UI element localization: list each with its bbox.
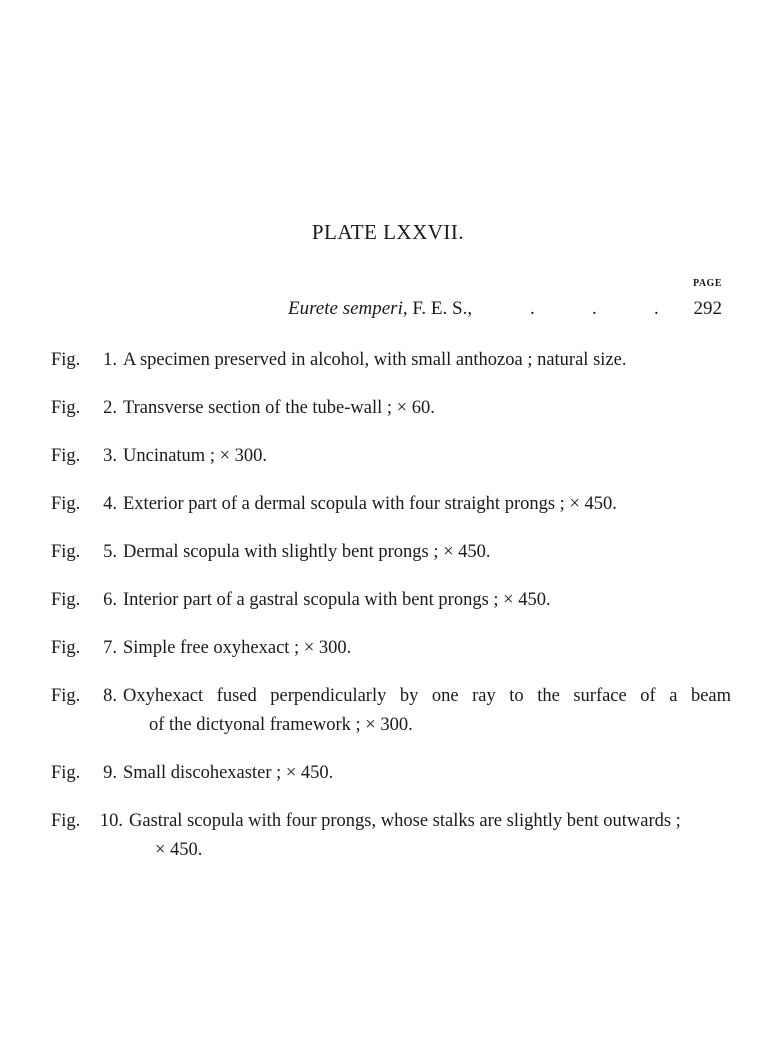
- species-page-number: 292: [693, 298, 722, 319]
- figure-entry-7: [51, 634, 731, 663]
- leader-dot: .: [592, 298, 597, 319]
- leader-dot: .: [654, 298, 659, 319]
- figure-label: Fig.: [51, 590, 81, 610]
- figure-number: 2.: [103, 398, 117, 418]
- figure-label: Fig.: [51, 398, 81, 418]
- figure-caption: Interior part of a gastral scopula with bent prongs ; × 450.: [123, 590, 551, 610]
- figure-entry-4: [51, 490, 731, 519]
- figure-number: 8.: [103, 686, 117, 706]
- figure-label: Fig.: [51, 686, 81, 706]
- figure-caption: Uncinatum ; × 300.: [123, 446, 268, 466]
- figure-caption: Exterior part of a dermal scopula with four straight prongs ; × 450.: [123, 494, 617, 514]
- figure-caption: Transverse section of the tube-wall ; × 60.: [123, 398, 435, 418]
- figure-entry-6: [51, 586, 731, 615]
- leader-dot: .: [530, 298, 535, 319]
- figure-label: Fig.: [51, 494, 81, 514]
- figure-label: Fig.: [51, 350, 81, 370]
- figure-list: [51, 346, 731, 884]
- figure-entry-2: [51, 394, 731, 423]
- figure-number: 7.: [103, 638, 117, 658]
- figure-caption: Small discohexaster ; × 450.: [123, 763, 334, 783]
- figure-entry-1: [51, 346, 731, 375]
- figure-label: Fig.: [51, 638, 81, 658]
- figure-caption: Dermal scopula with slightly bent prongs ; × 450.: [123, 542, 491, 562]
- figure-entry-3: [51, 442, 731, 471]
- figure-caption-line: Gastral scopula with four prongs, whose stalks are slightly bent outwards ;: [129, 811, 681, 831]
- figure-caption: [129, 807, 731, 865]
- species-authority: , F. E. S.,: [402, 298, 473, 319]
- figure-caption-continuation: of the dictyonal framework ; × 300.: [149, 715, 413, 735]
- page-column-label: PAGE: [692, 278, 722, 289]
- figure-number: 3.: [103, 446, 117, 466]
- figure-number: 4.: [103, 494, 117, 514]
- figure-label: Fig.: [51, 763, 81, 783]
- figure-entry-5: [51, 538, 731, 567]
- species-line: [288, 298, 722, 320]
- figure-caption-line: Oxyhexact fused perpendicularly by one ray to the surface of a beam: [123, 686, 731, 706]
- leader-dots: [530, 298, 716, 320]
- figure-caption: A specimen preserved in alcohol, with small anthozoa ; natural size.: [123, 350, 627, 370]
- figure-number: 10.: [99, 811, 123, 831]
- figure-entry-8: [51, 682, 731, 740]
- figure-number: 9.: [103, 763, 117, 783]
- figure-number: 5.: [103, 542, 117, 562]
- species-name: Eurete semperi: [288, 298, 403, 319]
- figure-caption-continuation: × 450.: [155, 840, 203, 860]
- figure-number: 1.: [103, 350, 117, 370]
- figure-label: Fig.: [51, 811, 81, 831]
- figure-number: 6.: [103, 590, 117, 610]
- plate-title: PLATE LXXVII.: [311, 220, 465, 244]
- figure-entry-9: [51, 759, 731, 788]
- figure-label: Fig.: [51, 446, 81, 466]
- figure-label: Fig.: [51, 542, 81, 562]
- figure-entry-10: [51, 807, 731, 865]
- figure-caption: [123, 682, 731, 740]
- figure-caption: Simple free oxyhexact ; × 300.: [123, 638, 352, 658]
